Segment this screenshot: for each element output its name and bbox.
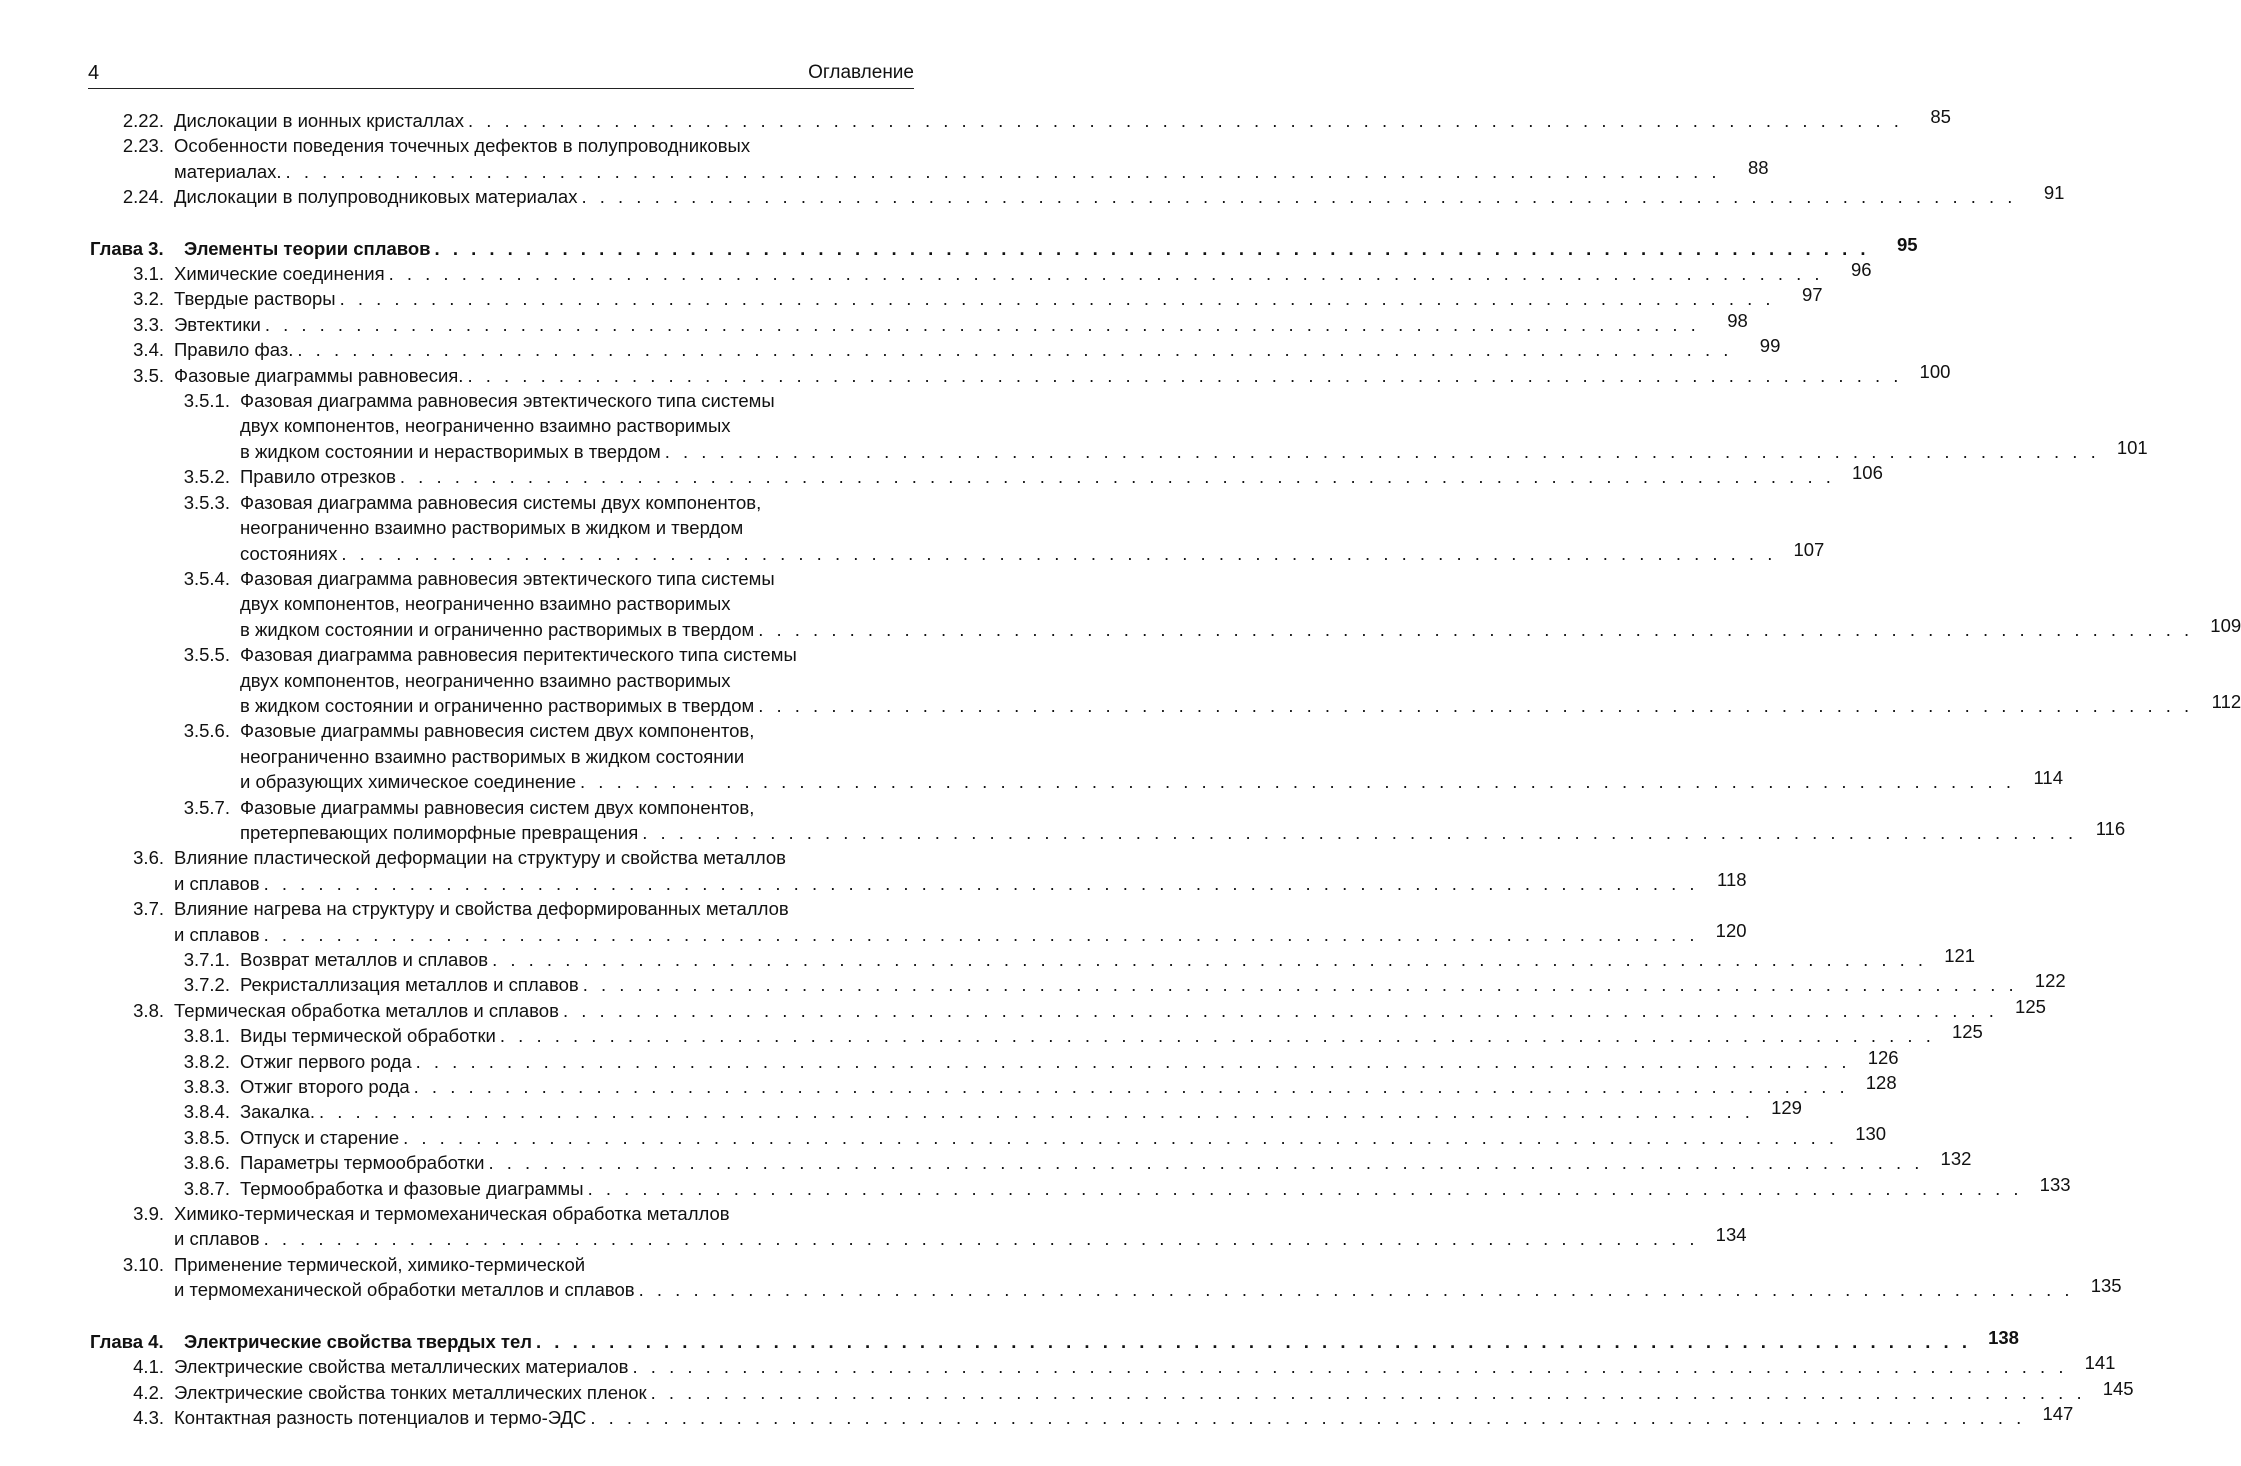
toc-page-number: 112 <box>2211 690 2241 712</box>
toc-page-number: 128 <box>1865 1072 1897 1094</box>
toc-entry-title-line: Термообработка и фазовые диаграммы <box>240 1177 584 1199</box>
toc-entry-title <box>174 360 1951 388</box>
toc-entry-number: 3.8.7. <box>183 1177 230 1199</box>
toc-page-number: 88 <box>1747 156 1769 178</box>
toc-page-number: 126 <box>1867 1046 1899 1068</box>
toc-entry-title-line: Правило отрезков <box>240 466 396 488</box>
toc-entry-title <box>240 642 2241 718</box>
toc-entry-title-line: Контактная разность потенциалов и термо-ЭДС <box>174 1406 587 1428</box>
dot-leader: . . . . . . . . . . . . . . . . . . . . . . . . . . . . . . . . . . . . . . . . . . . . . . . . . . . . . . . . . . . . . . . . . . . . . . . . . . . . . . . <box>339 288 1775 310</box>
toc-entry-title <box>240 1173 2071 1201</box>
toc-entry-title <box>240 1150 1971 1175</box>
toc-entry-title-line: Электрические свойства тонких металлических пленок <box>174 1381 647 1403</box>
dot-leader: . . . . . . . . . . . . . . . . . . . . . . . . . . . . . . . . . . . . . . . . . . . . . . . . . . . . . . . . . . . . . . . . . . . . . . . . . . . . . . . <box>399 466 1835 488</box>
dot-leader: . . . . . . . . . . . . . . . . . . . . . . . . . . . . . . . . . . . . . . . . . . . . . . . . . . . . . . . . . . . . . . . . . . . . . . . . . . . . . . . <box>488 1152 1924 1174</box>
toc-entry-title <box>240 388 2148 464</box>
toc-page-number: 95 <box>1896 233 1918 255</box>
toc-entry-title-line: Рекристаллизация металлов и сплавов <box>240 974 579 996</box>
toc-entry-title-line: Отжиг первого рода <box>240 1050 412 1072</box>
toc-entry-title <box>174 309 1748 337</box>
toc-entry[interactable] <box>90 1201 1747 1252</box>
toc-entry[interactable] <box>90 1148 1972 1175</box>
toc-entry[interactable] <box>90 1352 2116 1379</box>
toc-page-number: 109 <box>2210 614 2241 636</box>
toc-entry-title-line: в жидком состоянии и ограниченно растворимых в твердом <box>240 694 755 716</box>
toc-entry-number: Глава 3. <box>90 237 164 259</box>
toc-page-number: 145 <box>2102 1377 2134 1399</box>
toc-page-number: 138 <box>1988 1326 2019 1348</box>
dot-leader: . . . . . . . . . . . . . . . . . . . . . . . . . . . . . . . . . . . . . . . . . . . . . . . . . . . . . . . . . . . . . . . . . . . . . . . . . . . . . . . <box>285 160 1721 182</box>
toc-entry-number: 2.22. <box>122 110 164 131</box>
toc-entry-number: 3.1. <box>133 263 164 285</box>
dot-leader: . . . . . . . . . . . . . . . . . . . . . . . . . . . . . . . . . . . . . . . . . . . . . . . . . . . . . . . . . . . . . . . . . . . . . . . . . . . . . . . <box>638 1279 2074 1301</box>
dot-leader: . . . . . . . . . . . . . . . . . . . . . . . . . . . . . . . . . . . . . . . . . . . . . . . . . . . . . . . . . . . . . . . . . . . . . . . . . . . . . . . <box>587 1177 2023 1199</box>
toc-page-number: 120 <box>1715 919 1747 941</box>
toc-entry-title-line: Химические соединения <box>174 263 385 285</box>
toc-entry[interactable] <box>90 1173 2071 1201</box>
toc-entry-number: 3.5.1. <box>183 390 230 412</box>
toc-entry-title <box>174 1354 2115 1379</box>
toc-entry-title-line: и сплавов <box>174 872 260 894</box>
toc-entry[interactable] <box>90 1122 1887 1150</box>
toc-entry-number: 3.5.6. <box>183 720 230 742</box>
dot-leader: . . . . . . . . . . . . . . . . . . . . . . . . . . . . . . . . . . . . . . . . . . . . . . . . . . . . . . . . . . . . . . . . . . . . . . . . . . . . . . . <box>650 1381 2086 1403</box>
dot-leader: . . . . . . . . . . . . . . . . . . . . . . . . . . . . . . . . . . . . . . . . . . . . . . . . . . . . . . . . . . . . . . . . . . . . . . . . . . . . . . . <box>664 440 2100 462</box>
toc-entry-number: 3.7.1. <box>183 949 230 970</box>
toc-entry[interactable] <box>90 1377 2134 1405</box>
toc-entry-title-line: и сплавов <box>174 923 260 945</box>
toc-page-number: 106 <box>1852 462 1883 484</box>
toc-entry-title-line: двух компонентов, неограниченно взаимно растворимых <box>240 593 731 615</box>
toc-page-number: 91 <box>2043 182 2065 204</box>
toc-page-number: 122 <box>2034 970 2066 992</box>
toc-page-number: 85 <box>1930 106 1951 127</box>
toc-page-number: 121 <box>1944 945 1976 966</box>
toc-entry[interactable] <box>90 1252 2122 1303</box>
dot-leader: . . . . . . . . . . . . . . . . . . . . . . . . . . . . . . . . . . . . . . . . . . . . . . . . . . . . . . . . . . . . . . . . . . . . . . . . . . . . . . . <box>388 263 1824 285</box>
toc-entry-title-line: двух компонентов, неограниченно взаимно растворимых <box>240 415 731 437</box>
dot-leader: . . . . . . . . . . . . . . . . . . . . . . . . . . . . . . . . . . . . . . . . . . . . . . . . . . . . . . . . . . . . . . . . . . . . . . . . . . . . . . . <box>264 313 1700 335</box>
toc-entry-title <box>184 233 1918 261</box>
toc-entry-title-line: Фазовые диаграммы равновесия систем двух компонентов, <box>240 720 755 742</box>
toc-entry[interactable] <box>90 1021 1983 1048</box>
toc-entry-title-line: Фазовая диаграмма равновесия эвтектического типа системы <box>240 567 775 589</box>
toc-page-number: 99 <box>1759 335 1781 357</box>
toc-entry-title <box>174 286 1823 311</box>
dot-leader: . . . . . . . . . . . . . . . . . . . . . . . . . . . . . . . . . . . . . . . . . . . . . . . . . . . . . . . . . . . . . . . . . . . . . . . . . . . . . . . <box>580 771 2015 793</box>
toc-entry-title-line: материалах. <box>174 160 282 182</box>
dot-leader: . . . . . . . . . . . . . . . . . . . . . . . . . . . . . . . . . . . . . . . . . . . . . . . . . . . . . . . . . . . . . . . . . . . . . . . . . . . . . . . <box>562 999 1998 1021</box>
toc-entry[interactable] <box>90 642 2241 718</box>
toc-entry-title <box>240 972 2066 997</box>
toc-entry-title <box>174 1201 1747 1252</box>
toc-entry-title-line: Фазовая диаграмма равновесия системы двух компонентов, <box>240 491 762 513</box>
toc-entry-title <box>174 1402 2074 1430</box>
toc-entry[interactable] <box>90 490 1825 566</box>
toc-entry-title <box>174 261 1872 286</box>
toc-page-number: 101 <box>2116 436 2148 458</box>
toc-entry[interactable] <box>90 1097 1802 1124</box>
toc-entry-title-line: Влияние нагрева на структуру и свойства деформированных металлов <box>174 898 789 920</box>
toc-entry[interactable] <box>90 335 1781 362</box>
toc-entry[interactable] <box>90 718 2063 794</box>
toc-page-number: 129 <box>1771 1097 1802 1119</box>
dot-leader: . . . . . . . . . . . . . . . . . . . . . . . . . . . . . . . . . . . . . . . . . . . . . . . . . . . . . . . . . . . . . . . . . . . . . . . . . . . . . . . <box>263 923 1699 945</box>
toc-entry-number: 3.5. <box>133 364 164 386</box>
toc-entry-title <box>174 845 1747 896</box>
toc-entry-number: 3.5.4. <box>183 567 230 589</box>
toc-entry[interactable] <box>90 896 1747 947</box>
toc-page-number: 116 <box>2095 817 2126 839</box>
toc-entry-number: 3.8. <box>133 999 164 1021</box>
toc-entry[interactable] <box>90 133 1769 184</box>
toc-page-number: 107 <box>1793 538 1825 560</box>
toc-entry-title-line: Применение термической, химико-термической <box>174 1253 586 1275</box>
toc-page-number: 134 <box>1715 1224 1747 1246</box>
toc-entry-number: 3.8.6. <box>183 1152 230 1174</box>
toc-entry-number: 3.5.7. <box>183 796 230 818</box>
toc-entry-title-line: Химико-термическая и термомеханическая обработка металлов <box>174 1203 730 1225</box>
toc-entry-title <box>240 464 1883 489</box>
toc-entry-title <box>240 795 2125 846</box>
toc-entry-title <box>184 1326 2019 1354</box>
toc-entry[interactable] <box>90 566 2241 642</box>
toc-entry[interactable] <box>90 1402 2074 1430</box>
toc-entry-title <box>174 133 1769 184</box>
toc-entry-title-line: и сплавов <box>174 1228 260 1250</box>
toc-entry-number: 3.8.3. <box>183 1076 230 1098</box>
dot-leader: . . . . . . . . . . . . . . . . . . . . . . . . . . . . . . . . . . . . . . . . . . . . . . . . . . . . . . . . . . . . . . . . . . . . . . . . . . . . . . . <box>536 1330 1971 1352</box>
toc-entry-number: 3.5.5. <box>183 644 230 666</box>
toc-entry-title-line: двух компонентов, неограниченно взаимно растворимых <box>240 669 731 691</box>
toc-chapter[interactable] <box>90 233 1918 261</box>
dot-leader: . . . . . . . . . . . . . . . . . . . . . . . . . . . . . . . . . . . . . . . . . . . . . . . . . . . . . . . . . . . . . . . . . . . . . . . . . . . . . . . <box>434 237 1870 259</box>
toc-entry-title-line: Виды термической обработки <box>240 1025 496 1047</box>
toc-entry-title-line: Дислокации в полупроводниковых материалах <box>174 186 578 208</box>
toc-entry-number: 3.4. <box>133 339 164 361</box>
toc-entry[interactable] <box>90 1072 1897 1099</box>
toc-entry-number: 4.2. <box>133 1381 164 1403</box>
toc-entry-title-line: Элементы теории сплавов <box>184 237 431 259</box>
toc-entry-title-line: Твердые растворы <box>174 288 336 310</box>
toc-entry-title <box>240 566 2241 642</box>
toc-entry-number: 2.23. <box>122 135 164 157</box>
toc-page-number: 114 <box>2033 767 2063 789</box>
dot-leader: . . . . . . . . . . . . . . . . . . . . . . . . . . . . . . . . . . . . . . . . . . . . . . . . . . . . . . . . . . . . . . . . . . . . . . . . . . . . . . . <box>642 821 2078 843</box>
toc-page-number: 141 <box>2084 1352 2116 1374</box>
toc-entry[interactable] <box>90 259 1872 286</box>
toc-entry-title-line: состояниях <box>240 542 338 564</box>
toc-page-number: 125 <box>1951 1021 1983 1043</box>
page-number: 4 <box>88 62 100 84</box>
toc-entry-number: 3.6. <box>133 847 164 869</box>
dot-leader: . . . . . . . . . . . . . . . . . . . . . . . . . . . . . . . . . . . . . . . . . . . . . . . . . . . . . . . . . . . . . . . . . . . . . . . . . . . . . . . <box>263 1228 1699 1250</box>
toc-entry-title-line: Электрические свойства твердых тел <box>184 1330 533 1352</box>
toc-entry-title-line: Правило фаз. <box>174 339 294 361</box>
toc-entry-title-line: Фазовая диаграмма равновесия перитектического типа системы <box>240 644 797 666</box>
toc-entry-title <box>240 1122 1887 1150</box>
toc-entry-title-line: и термомеханической обработки металлов и сплавов <box>174 1279 635 1301</box>
toc-entry-title-line: в жидком состоянии и ограниченно растворимых в твердом <box>240 618 755 640</box>
table-of-contents <box>90 106 2241 1430</box>
toc-entry[interactable] <box>90 970 2066 997</box>
toc-entry-number: 4.1. <box>133 1356 164 1378</box>
toc-page-number: 132 <box>1940 1148 1972 1170</box>
toc-entry-number: 3.5.2. <box>183 466 230 488</box>
toc-chapter[interactable] <box>90 1326 2019 1354</box>
dot-leader: . . . . . . . . . . . . . . . . . . . . . . . . . . . . . . . . . . . . . . . . . . . . . . . . . . . . . . . . . . . . . . . . . . . . . . . . . . . . . . . <box>415 1050 1851 1072</box>
dot-leader: . . . . . . . . . . . . . . . . . . . . . . . . . . . . . . . . . . . . . . . . . . . . . . . . . . . . . . . . . . . . . . . . . . . . . . . . . . . . . . . <box>632 1356 2068 1378</box>
toc-entry[interactable] <box>90 388 2148 464</box>
toc-entry-title-line: Параметры термообработки <box>240 1152 485 1174</box>
toc-entry[interactable] <box>90 1046 1899 1074</box>
toc-entry-title-line: Электрические свойства металлических материалов <box>174 1356 629 1378</box>
toc-entry[interactable] <box>90 309 1748 337</box>
toc-entry-title <box>174 1252 2122 1303</box>
toc-entry-title-line: претерпевающих полиморфные превращения <box>240 821 639 843</box>
toc-page-number: 147 <box>2042 1402 2074 1424</box>
toc-entry-title-line: Закалка. <box>240 1101 315 1123</box>
toc-entry-number: 3.3. <box>133 313 164 335</box>
toc-entry-title <box>240 490 1824 566</box>
dot-leader: . . . . . . . . . . . . . . . . . . . . . . . . . . . . . . . . . . . . . . . . . . . . . . . . . . . . . . . . . . . . . . . . . . . . . . . . . . . . . . . <box>581 186 2017 208</box>
toc-entry[interactable] <box>90 462 1883 489</box>
running-title: Оглавление <box>808 62 914 83</box>
dot-leader: . . . . . . . . . . . . . . . . . . . . . . . . . . . . . . . . . . . . . . . . . . . . . . . . . . . . . . . . . . . . . . . . . . . . . . . . . . . . . . . <box>467 364 1903 386</box>
toc-entry-title-line: Отпуск и старение <box>240 1126 400 1148</box>
toc-entry-title <box>240 1023 1983 1048</box>
toc-entry-title-line: и образующих химическое соединение <box>240 771 577 793</box>
toc-page-number: 130 <box>1855 1122 1887 1144</box>
toc-entry-number: 3.2. <box>133 288 164 310</box>
dot-leader: . . . . . . . . . . . . . . . . . . . . . . . . . . . . . . . . . . . . . . . . . . . . . . . . . . . . . . . . . . . . . . . . . . . . . . . . . . . . . . . <box>467 110 1903 131</box>
dot-leader: . . . . . . . . . . . . . . . . . . . . . . . . . . . . . . . . . . . . . . . . . . . . . . . . . . . . . . . . . . . . . . . . . . . . . . . . . . . . . . . <box>318 1101 1754 1123</box>
toc-entry[interactable] <box>90 845 1747 896</box>
dot-leader: . . . . . . . . . . . . . . . . . . . . . . . . . . . . . . . . . . . . . . . . . . . . . . . . . . . . . . . . . . . . . . . . . . . . . . . . . . . . . . . <box>758 694 2194 716</box>
toc-entry-number: 3.5.3. <box>183 491 230 513</box>
toc-entry-number: 3.8.2. <box>183 1050 230 1072</box>
page-header <box>88 62 914 89</box>
toc-entry[interactable] <box>90 284 1823 311</box>
toc-entry[interactable] <box>90 995 2046 1023</box>
toc-entry-title <box>174 337 1780 362</box>
toc-entry[interactable] <box>90 182 2065 209</box>
dot-leader: . . . . . . . . . . . . . . . . . . . . . . . . . . . . . . . . . . . . . . . . . . . . . . . . . . . . . . . . . . . . . . . . . . . . . . . . . . . . . . . <box>758 618 2194 640</box>
toc-page-number: 133 <box>2039 1173 2071 1195</box>
toc-entry-title-line: Фазовые диаграммы равновесия. <box>174 364 464 386</box>
dot-leader: . . . . . . . . . . . . . . . . . . . . . . . . . . . . . . . . . . . . . . . . . . . . . . . . . . . . . . . . . . . . . . . . . . . . . . . . . . . . . . . <box>582 974 2018 996</box>
toc-entry-title-line: в жидком состоянии и нерастворимых в твердом <box>240 440 661 462</box>
toc-page-number: 100 <box>1919 360 1951 382</box>
toc-entry-title <box>174 995 2046 1023</box>
toc-page-number: 96 <box>1850 259 1872 281</box>
dot-leader: . . . . . . . . . . . . . . . . . . . . . . . . . . . . . . . . . . . . . . . . . . . . . . . . . . . . . . . . . . . . . . . . . . . . . . . . . . . . . . . <box>492 949 1928 970</box>
toc-entry-number: 3.10. <box>122 1253 164 1275</box>
dot-leader: . . . . . . . . . . . . . . . . . . . . . . . . . . . . . . . . . . . . . . . . . . . . . . . . . . . . . . . . . . . . . . . . . . . . . . . . . . . . . . . <box>297 339 1733 361</box>
toc-entry-number: 3.8.5. <box>183 1126 230 1148</box>
toc-page-number: 97 <box>1801 284 1823 306</box>
toc-entry-title <box>240 1099 1802 1124</box>
dot-leader: . . . . . . . . . . . . . . . . . . . . . . . . . . . . . . . . . . . . . . . . . . . . . . . . . . . . . . . . . . . . . . . . . . . . . . . . . . . . . . . <box>413 1076 1849 1098</box>
dot-leader: . . . . . . . . . . . . . . . . . . . . . . . . . . . . . . . . . . . . . . . . . . . . . . . . . . . . . . . . . . . . . . . . . . . . . . . . . . . . . . . <box>341 542 1777 564</box>
toc-entry-title <box>240 1074 1897 1099</box>
toc-entry-title-line: Эвтектики <box>174 313 261 335</box>
toc-entry[interactable] <box>90 360 1951 388</box>
toc-entry-title <box>174 184 2064 209</box>
toc-entry-title-line: Особенности поведения точечных дефектов в полупроводниковых <box>174 135 751 157</box>
toc-entry[interactable] <box>90 945 1976 972</box>
toc-entry-title <box>240 718 2063 794</box>
toc-entry-title <box>240 1046 1899 1074</box>
toc-entry-title <box>240 947 1975 972</box>
toc-entry-title-line: Фазовая диаграмма равновесия эвтектического типа системы <box>240 390 775 412</box>
toc-entry-title-line: Дислокации в ионных кристаллах <box>174 110 464 131</box>
toc-entry-number: Глава 4. <box>90 1330 164 1352</box>
toc-entry-title-line: Отжиг второго рода <box>240 1076 410 1098</box>
toc-entry-number: 3.7. <box>133 898 164 920</box>
toc-entry-number: 3.8.1. <box>183 1025 230 1047</box>
toc-entry[interactable] <box>90 795 2126 846</box>
toc-entry-number: 4.3. <box>133 1406 164 1428</box>
toc-entry-number: 3.7.2. <box>183 974 230 996</box>
toc-entry-number: 3.8.4. <box>183 1101 230 1123</box>
toc-entry-title <box>174 896 1747 947</box>
toc-page-number: 118 <box>1717 868 1747 890</box>
toc-page-number: 135 <box>2090 1275 2122 1297</box>
toc-page-number: 125 <box>2015 995 2046 1017</box>
toc-entry-title-line: Влияние пластической деформации на структуру и свойства металлов <box>174 847 786 869</box>
toc-entry-number: 3.9. <box>133 1203 164 1225</box>
toc-entry-title-line: Фазовые диаграммы равновесия систем двух компонентов, <box>240 796 755 818</box>
toc-entry-title-line: неограниченно взаимно растворимых в жидком и твердом <box>240 517 744 539</box>
toc-entry-title-line: Термическая обработка металлов и сплавов <box>174 999 559 1021</box>
toc-entry-title-line: неограниченно взаимно растворимых в жидком состоянии <box>240 745 745 767</box>
toc-entry[interactable] <box>90 106 1951 133</box>
toc-entry-title-line: Возврат металлов и сплавов <box>240 949 489 970</box>
toc-entry-title <box>174 108 1951 133</box>
toc-page-number: 98 <box>1727 309 1748 331</box>
toc-entry-number: 2.24. <box>122 186 164 208</box>
dot-leader: . . . . . . . . . . . . . . . . . . . . . . . . . . . . . . . . . . . . . . . . . . . . . . . . . . . . . . . . . . . . . . . . . . . . . . . . . . . . . . . <box>499 1025 1935 1047</box>
dot-leader: . . . . . . . . . . . . . . . . . . . . . . . . . . . . . . . . . . . . . . . . . . . . . . . . . . . . . . . . . . . . . . . . . . . . . . . . . . . . . . . <box>590 1406 2026 1428</box>
toc-entry-title <box>174 1377 2134 1405</box>
dot-leader: . . . . . . . . . . . . . . . . . . . . . . . . . . . . . . . . . . . . . . . . . . . . . . . . . . . . . . . . . . . . . . . . . . . . . . . . . . . . . . . <box>403 1126 1839 1148</box>
dot-leader: . . . . . . . . . . . . . . . . . . . . . . . . . . . . . . . . . . . . . . . . . . . . . . . . . . . . . . . . . . . . . . . . . . . . . . . . . . . . . . . <box>263 872 1699 894</box>
